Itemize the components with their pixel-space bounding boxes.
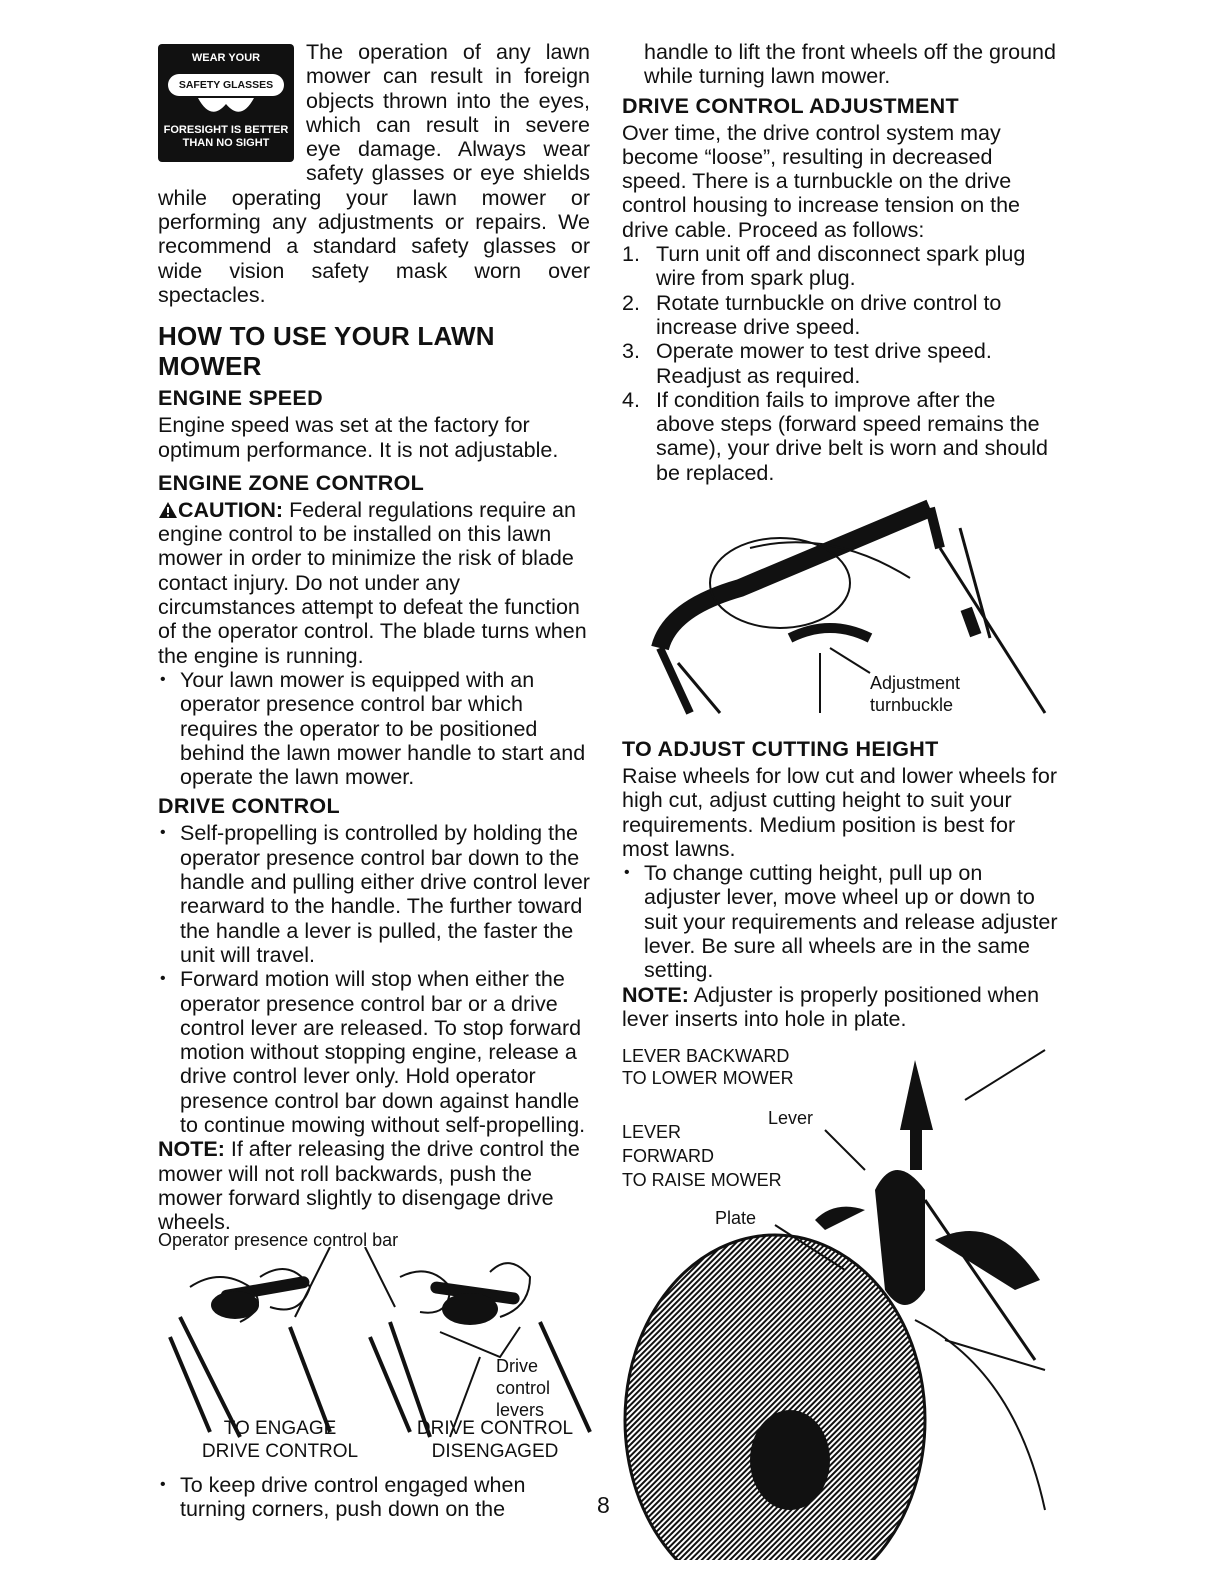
turnbuckle-illustration: [630, 488, 1060, 718]
drive-adjust-text: Over time, the drive control system may become “loose”, resulting in decreased speed. There is a turnbuckle on the drive control housing to increase tension on the drive cable. Proceed as follows:: [622, 120, 1021, 242]
step-text: Rotate turnbuckle on drive control to increase drive speed.: [656, 290, 1002, 339]
drive-control-figure: [150, 1225, 600, 1470]
step-text: Operate mower to test drive speed. Readjust as required.: [656, 339, 992, 388]
caption-disengaged-2: DISENGAGED: [431, 1441, 559, 1462]
badge-line-3: FORESIGHT IS BETTER: [163, 124, 289, 136]
engine-zone-bullets: [158, 668, 590, 789]
list-item: [622, 242, 1058, 291]
label-lever-forward-3: TO RAISE MOWER: [622, 1170, 782, 1190]
step-number: 4.: [622, 387, 640, 412]
step-text: Turn unit off and disconnect spark plug wire from spark plug.: [656, 242, 1026, 291]
cutting-height-figure: [615, 1040, 1065, 1560]
label-lever-forward-2: FORWARD: [622, 1146, 714, 1166]
cutting-height-section: [622, 732, 1058, 1031]
caution-text: Federal regulations require an engine control to be installed on this lawn mower in order to minimize the risk of blade contact injury. Do not under any circumstances attempt to defeat the function of the operator control. The blade turns when the engine is running.: [158, 497, 587, 668]
caption-disengaged-1: DRIVE CONTROL: [416, 1418, 574, 1439]
engine-zone-heading: ENGINE ZONE CONTROL: [158, 470, 425, 495]
left-column: [158, 40, 590, 1234]
right-column: [622, 40, 1058, 485]
safety-glasses-icon: [196, 96, 256, 122]
label-lever-backward-2: TO LOWER MOWER: [622, 1068, 794, 1088]
label-drive-levers-1: Drive: [496, 1356, 539, 1376]
note-label: NOTE:: [622, 982, 689, 1007]
badge-line-3-4: [158, 124, 294, 150]
page-number: 8: [597, 1492, 610, 1518]
wheel-lever-illustration: [615, 1040, 1065, 1560]
safety-glasses-badge: [158, 44, 294, 162]
list-item: • Your lawn mower is equipped with an operator presence control bar which requires the operator to be positioned behind the lawn mower handle to start and operate the lawn mower.: [158, 668, 590, 789]
drive-adjust-heading: DRIVE CONTROL ADJUSTMENT: [622, 93, 959, 118]
engine-speed-heading: ENGINE SPEED: [158, 386, 323, 411]
caption-to-engage-1: TO ENGAGE: [223, 1418, 337, 1439]
list-item: • To keep drive control engaged when turning corners, push down on the: [158, 1473, 558, 1522]
badge-line-2: SAFETY GLASSES: [168, 74, 284, 96]
caution-label: CAUTION:: [178, 497, 284, 522]
label-lever: Lever: [768, 1108, 814, 1128]
step-text: If condition fails to improve after the above steps (forward speed remains the same), your drive belt is worn and should be replaced.: [656, 387, 1048, 485]
warning-triangle-icon: [158, 501, 178, 519]
caption-to-engage-2: DRIVE CONTROL: [201, 1441, 359, 1462]
badge-line-1: WEAR YOUR: [191, 52, 261, 64]
list-item: [622, 291, 1058, 340]
label-turnbuckle: turnbuckle: [870, 695, 954, 715]
cutting-height-heading: TO ADJUST CUTTING HEIGHT: [622, 737, 939, 761]
label-plate: Plate: [715, 1208, 757, 1228]
drive-control-note: [158, 1137, 590, 1234]
intro-text: The operation of any lawn mower can result in foreign objects thrown into the eyes, which can result in severe eye damage. Always wear safety glasses or eye shields while operating your lawn mower or performing any adjustments or repairs. We recommend a standard safety glasses or wide vision safety mask worn over spectacles.: [158, 40, 590, 307]
engine-speed-text: Engine speed was set at the factory for optimum performance. It is not adjustable.: [158, 413, 559, 462]
label-drive-levers: [496, 1355, 550, 1421]
turnbuckle-figure: [630, 488, 1060, 718]
corners-bullet-list: [158, 1473, 558, 1522]
drive-control-bullets: [158, 821, 590, 1137]
list-item: • Forward motion will stop when either the operator presence control bar or a drive control lever are released. To stop forward motion without stopping engine, release a drive control lever only. Hold operator presence control bar down against handle to continue mowing without self-propelling.: [158, 967, 590, 1137]
list-item: • Self-propelling is controlled by holding the operator presence control bar down to the handle and pulling either drive control lever rearward to the handle. The further toward the handle a lever is pulled, the faster the unit will travel.: [158, 821, 590, 967]
continued-text: handle to lift the front wheels off the ground while turning lawn mower.: [644, 40, 1056, 89]
caption-to-engage: [190, 1417, 370, 1463]
cutting-height-text: Raise wheels for low cut and lower wheels for high cut, adjust cutting height to suit your requirements. Medium position is best for most lawns.: [622, 764, 1057, 861]
label-drive-levers-2: control: [496, 1378, 551, 1398]
label-operator-presence-bar: Operator presence control bar: [158, 1230, 399, 1250]
badge-line-4: THAN NO SIGHT: [182, 137, 270, 149]
drive-control-heading: DRIVE CONTROL: [158, 794, 340, 819]
step-number: 2.: [622, 290, 640, 315]
cutting-height-bullets: [622, 861, 1058, 982]
label-adjustment: Adjustment: [870, 673, 961, 693]
label-lever-forward-1: LEVER: [622, 1122, 682, 1142]
section-heading-how-to-use: HOW TO USE YOUR LAWN MOWER: [158, 321, 495, 382]
list-item: [622, 339, 1058, 388]
step-number: 3.: [622, 339, 640, 364]
caution-paragraph: [158, 498, 590, 668]
note-text: Adjuster is properly positioned when lever inserts into hole in plate.: [622, 982, 1040, 1031]
list-item: [622, 388, 1058, 485]
note-label: NOTE:: [158, 1137, 225, 1162]
label-adjustment-turnbuckle: [870, 672, 960, 716]
step-number: 1.: [622, 242, 640, 267]
label-lever-forward: [622, 1120, 782, 1192]
label-drive-levers-3: levers: [496, 1400, 545, 1420]
cutting-height-note: [622, 983, 1058, 1032]
note-text: If after releasing the drive control the mower will not roll backwards, push the mower forward slightly to disengage drive wheels.: [158, 1137, 580, 1235]
label-lever-backward-1: LEVER BACKWARD: [622, 1046, 790, 1066]
caption-disengaged: [405, 1417, 585, 1463]
list-item: • To change cutting height, pull up on adjuster lever, move wheel up or down to suit your requirements and release adjuster lever. Be sure all wheels are in the same setting.: [622, 861, 1058, 982]
drive-adjust-steps: [622, 242, 1058, 485]
label-lever-backward: [622, 1045, 794, 1089]
